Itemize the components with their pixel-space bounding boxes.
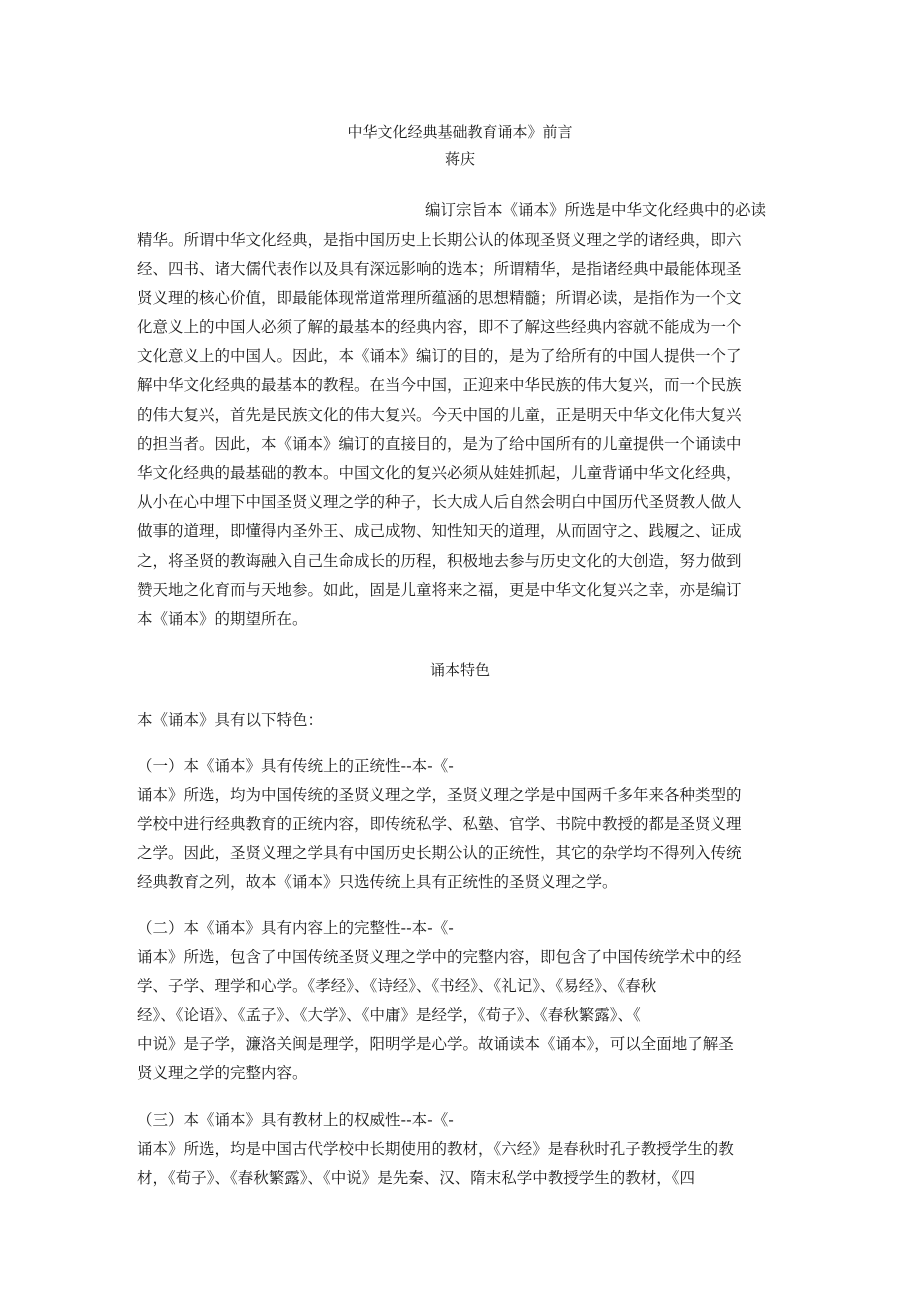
paragraph-line: 的担当者。因此，本《诵本》编订的直接目的，是为了给中国所有的儿童提供一个诵读中 (137, 435, 742, 453)
paragraph-line: 诵本》所选，包含了中国传统圣贤义理之学中的完整内容，即包含了中国传统学术中的经 (137, 948, 742, 966)
paragraph-line: 做事的道理，即懂得内圣外王、成己成物、知性知天的道理，从而固守之、践履之、证成 (137, 522, 742, 540)
paragraph-line: 诵本》所选，均是中国古代学校中长期使用的教材，《六经》是春秋时孔子教授学生的教 (137, 1140, 734, 1158)
paragraph-line: 中说》是子学，濂洛关闽是理学，阳明学是心学。故诵读本《诵本》，可以全面地了解圣 (137, 1035, 734, 1053)
paragraph-line: 材，《荀子》、《春秋繁露》、《中说》是先秦、汉、隋末私学中教授学生的教材，《四 (137, 1169, 696, 1187)
features-intro-line: 本《诵本》具有以下特色： (137, 711, 324, 729)
paragraph-line: 贤义理之学的完整内容。 (137, 1064, 308, 1082)
paragraph-line: 学、子学、理学和心学。《孝经》、《诗经》、《书经》、《礼记》、《易经》、《春秋 (137, 977, 657, 995)
section-heading: 诵本特色 (429, 661, 490, 679)
paragraph-line: 化意义上的中国人必须了解的最基本的经典内容，即不了解这些经典内容就不能成为一个 (137, 318, 742, 336)
paragraph-line: 经典教育之列，故本《诵本》只选传统上具有正统性的圣贤义理之学。 (137, 873, 618, 891)
feature-heading-line: （三）本《诵本》具有教材上的权威性--本-《- (137, 1111, 454, 1129)
paragraph-line: 经、四书、诸大儒代表作以及具有深远影响的选本；所谓精华，是指诸经典中最能体现圣 (137, 260, 742, 278)
paragraph-line: 文化意义上的中国人。因此，本《诵本》编订的目的，是为了给所有的中国人提供一个了 (137, 347, 742, 365)
paragraph-line: 华文化经典的最基础的教本。中国文化的复兴必须从娃娃抓起，儿童背诵中华文化经典， (137, 464, 742, 482)
paragraph-line: 编订宗旨本《诵本》所选是中华文化经典中的必读 (425, 201, 767, 219)
paragraph-line: 精华。所谓中华文化经典，是指中国历史上长期公认的体现圣贤义理之学的诸经典，即六 (137, 231, 742, 249)
feature-heading-line: （二）本《诵本》具有内容上的完整性--本-《- (137, 919, 454, 937)
document-author: 蒋庆 (444, 150, 475, 168)
paragraph-line: 赞天地之化育而与天地参。如此，固是儿童将来之福，更是中华文化复兴之幸，亦是编订 (137, 581, 742, 599)
paragraph-line: 学校中进行经典教育的正统内容，即传统私学、私塾、官学、书院中教授的都是圣贤义理 (137, 815, 742, 833)
paragraph-line: 经》、《论语》、《孟子》、《大学》、《中庸》是经学，《荀子》、《春秋繁露》、《 (137, 1006, 641, 1024)
paragraph-line: 之学。因此，圣贤义理之学具有中国历史长期公认的正统性，其它的杂学均不得列入传统 (137, 844, 742, 862)
paragraph-line: 之，将圣贤的教诲融入自己生命成长的历程，积极地去参与历史文化的大创造，努力做到 (137, 552, 742, 570)
document-title: 中华文化经典基础教育诵本》前言 (347, 123, 573, 141)
paragraph-line: 诵本》所选，均为中国传统的圣贤义理之学，圣贤义理之学是中国两千多年来各种类型的 (137, 786, 742, 804)
paragraph-line: 的伟大复兴，首先是民族文化的伟大复兴。今天中国的儿童，正是明天中华文化伟大复兴 (137, 406, 742, 424)
paragraph-line: 解中华文化经典的最基本的教程。在当今中国，正迎来中华民族的伟大复兴，而一个民族 (137, 376, 742, 394)
paragraph-line: 本《诵本》的期望所在。 (137, 610, 308, 628)
paragraph-line: 贤义理的核心价值，即最能体现常道常理所蕴涵的思想精髓；所谓必读，是指作为一个文 (137, 289, 742, 307)
paragraph-line: 从小在心中埋下中国圣贤义理之学的种子，长大成人后自然会明白中国历代圣贤教人做人 (137, 493, 742, 511)
feature-heading-line: （一）本《诵本》具有传统上的正统性--本-《- (137, 757, 454, 775)
